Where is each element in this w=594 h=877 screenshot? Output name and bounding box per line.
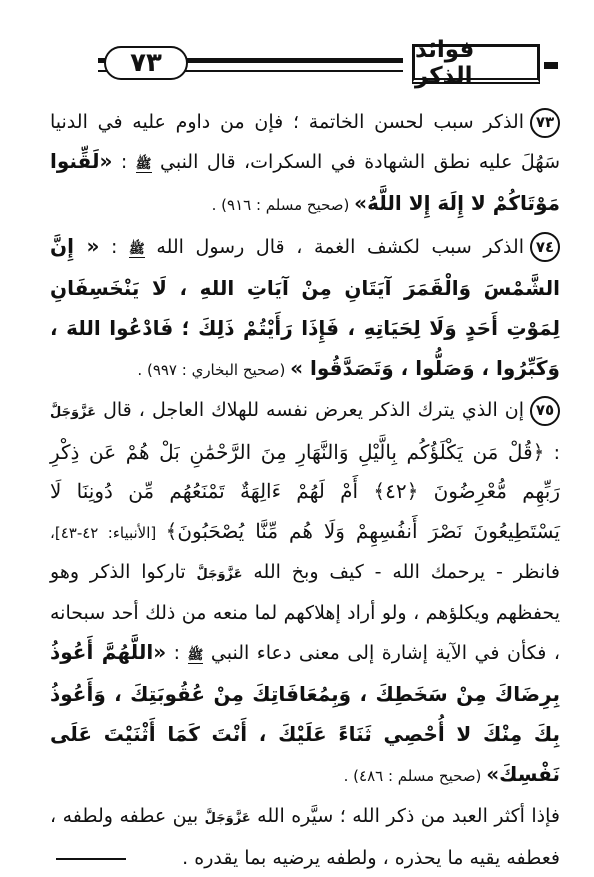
section-number-badge: ٧٥ (530, 396, 560, 426)
hadith-reference: (صحيح مسلم : ٩١٦) . (211, 196, 355, 215)
page-header (58, 36, 558, 90)
hadith-reference: (صحيح مسلم : ٤٨٦) . (343, 766, 487, 785)
honorific-azza-wajal: عَزَّوَجَلَّ (50, 405, 97, 421)
closing-paragraph (50, 797, 560, 877)
hadith-quote: «اللَّهُمَّ أَعُوذُ بِرِضَاكَ مِنْ سَخَطِكَ ، وَبِمُعَافَاتِكَ مِنْ عُقُوبَتِكَ ، وَأَعُوذُ بِكَ مِنْكَ لا أُحْصِي ثَنَاءً عَلَيْكَ ، أَنْتَ كَمَا أَثْنَيْتَ عَلَى نَفْسِكَ» (50, 639, 560, 786)
page-number: ٧٣ (104, 46, 188, 80)
honorific-symbol: ﷺ (135, 156, 152, 172)
header-rule-end (544, 62, 558, 69)
quran-verse: ﴿قُلْ مَن يَكْلَؤُكُم بِالَّيْلِ وَالنَّهَارِ مِنَ الرَّحْمَٰنِ بَلْ هُمْ عَن ذِكْرِ رَبِّهِم مُّعْرِضُونَ ﴿٤٢﴾ أَمْ لَهُمْ ءَالِهَةٌ تَمْنَعُهُم مِّن دُونِنَا لَا يَسْتَطِيعُونَ نَصْرَ أَنفُسِهِمْ وَلَا هُم مِّنَّا يُصْحَبُونَ﴾ (50, 439, 560, 543)
section-73 (50, 103, 560, 225)
colon: : (111, 235, 130, 258)
explanation-text: تاركوا الذكر وهو يحفظهم ويكلؤهم ، ولو أراد إهلاكهم لما منعه من ذلك أحد سبحانه ، فكأن في الآية إشارة إلى معنى دعاء النبي (50, 560, 560, 664)
section-text: الذكر سبب لكشف الغمة ، قال رسول الله (156, 235, 524, 258)
hadith-quote: « إِنَّ الشَّمْسَ وَالْقَمَرَ آيَتَانِ مِنْ آيَاتِ اللهِ ، لَا يَنْخَسِفَانِ لِمَوْتِ أَحَدٍ وَلَا لِحَيَاتِهِ ، فَإِذَا رَأَيْتُمْ ذَلِكَ ؛ فَادْعُوا اللهَ ، وَكَبِّرُوا ، وَصَلُّوا ، وَتَصَدَّقُوا » (50, 233, 560, 380)
section-75 (50, 391, 560, 795)
footnote-rule (56, 858, 126, 860)
closing-text: بين عطفه ولطفه ، فعطفه يقيه ما يحذره ، ولطفه يرضيه بما يقدره . (50, 805, 560, 869)
honorific-azza-wajal: عَزَّوَجَلَّ (204, 811, 251, 827)
colon: : (173, 641, 188, 664)
honorific-symbol: ﷺ (129, 241, 145, 257)
colon: : (544, 441, 560, 464)
honorific-symbol: ﷺ (187, 647, 204, 663)
section-74 (50, 227, 560, 389)
explanation-text: فانظر - يرحمك الله - كيف وبخ الله (253, 560, 560, 583)
chapter-title: فوائد الذكر (412, 44, 540, 84)
section-number-badge: ٧٣ (530, 108, 560, 138)
page-body (50, 103, 560, 877)
honorific-azza-wajal: عَزَّوَجَلَّ (196, 566, 243, 582)
section-number-badge: ٧٤ (530, 232, 560, 262)
colon: : (120, 150, 136, 173)
hadith-quote: «لَقِّنوا مَوْتَاكُمْ لا إِلَهَ إِلا اللَّهُ» (50, 148, 560, 216)
verse-reference: [الأنبياء: ٤٢-٤٣]، (50, 523, 166, 542)
closing-text: فإذا أكثر العبد من ذكر الله ؛ سيَّره الله (257, 805, 560, 828)
section-text: الذكر سبب لحسن الخاتمة ؛ فإن من داوم عليه في الدنيا سَهُلَ عليه نطق الشهادة في السكرات، قال النبي (50, 111, 560, 173)
hadith-reference: (صحيح البخاري : ٩٩٧) . (137, 360, 291, 379)
section-text: إن الذي يترك الذكر يعرض نفسه للهلاك العاجل ، قال (103, 399, 525, 422)
